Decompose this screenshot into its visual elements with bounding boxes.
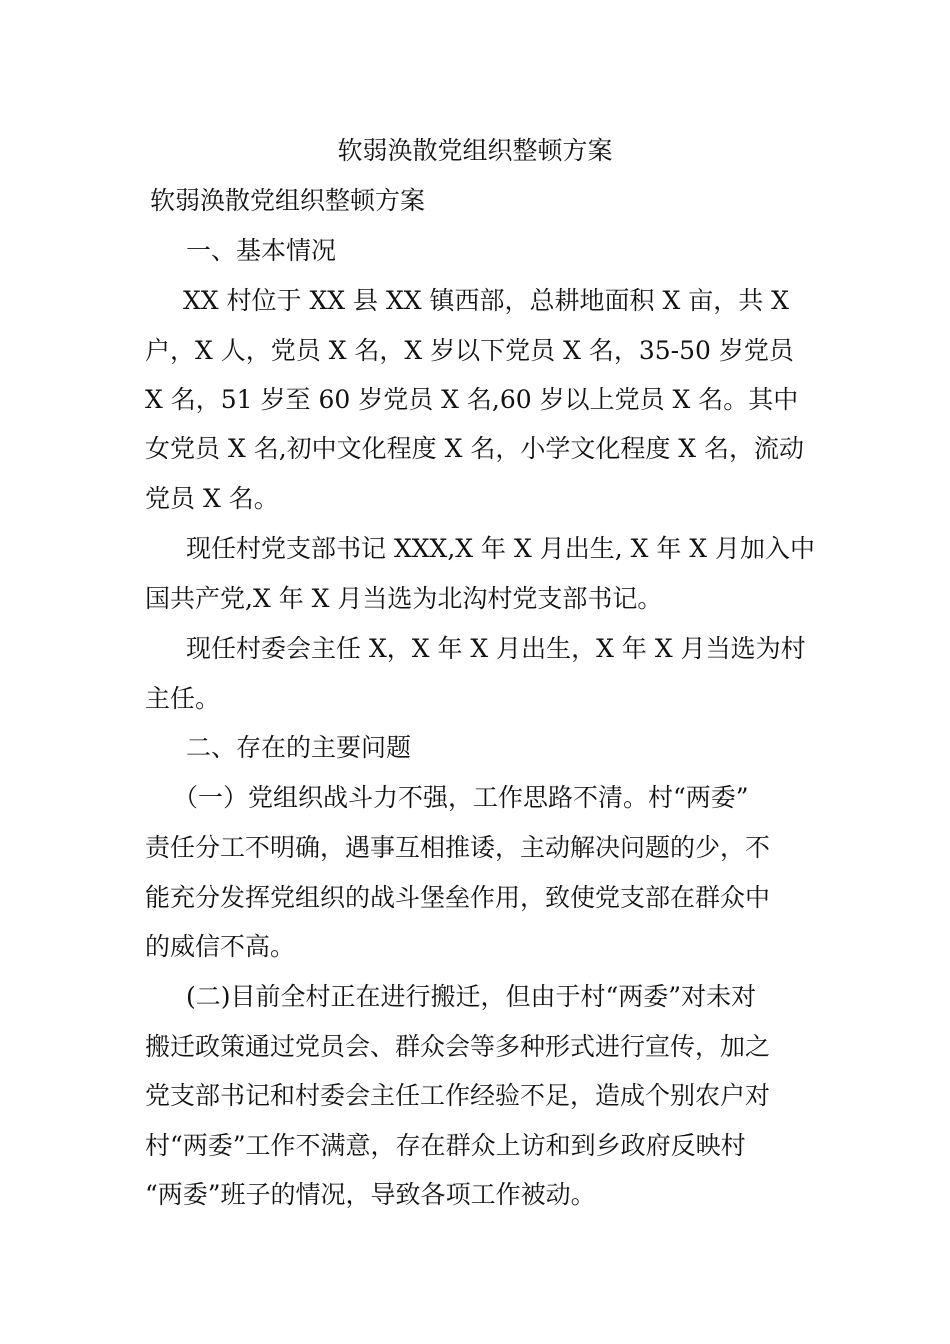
- paragraph-line: 村“两委”工作不满意，存在群众上访和到乡政府反映村: [145, 1131, 746, 1160]
- paragraph-line: XX 村位于 XX 县 XX 镇西部，总耕地面积 X 亩，共 X: [183, 286, 789, 315]
- section-heading-main-problems: 二、存在的主要问题: [186, 733, 412, 762]
- paragraph-line: X 名，51 岁至 60 岁党员 X 名,60 岁以上党员 X 名。其中: [145, 385, 799, 414]
- paragraph-line: 党员 X 名。: [145, 484, 279, 513]
- paragraph-line: 党支部书记和村委会主任工作经验不足，造成个别农户对: [145, 1081, 771, 1110]
- paragraph-line: 女党员 X 名,初中文化程度 X 名，小学文化程度 X 名，流动: [145, 434, 805, 463]
- paragraph-line: 能充分发挥党组织的战斗堡垒作用，致使党支部在群众中: [145, 883, 771, 912]
- paragraph-line: （一）党组织战斗力不强，工作思路不清。村“两委”: [173, 783, 749, 812]
- page-title: 软弱涣散党组织整顿方案: [337, 136, 613, 165]
- paragraph-line: 现任村委会主任 X，X 年 X 月出生，X 年 X 月当选为村: [186, 634, 806, 663]
- paragraph-line: (二)目前全村正在进行搬迁，但由于村“两委”对未对: [186, 982, 757, 1011]
- section-heading-basic-info: 一、基本情况: [186, 236, 337, 265]
- paragraph-line: 国共产党,X 年 X 月当选为北沟村党支部书记。: [145, 584, 663, 613]
- paragraph-line: 主任。: [145, 684, 221, 713]
- paragraph-line: “两委”班子的情况，导致各项工作被动。: [145, 1180, 596, 1209]
- paragraph-line: 的威信不高。: [145, 932, 296, 961]
- paragraph-line: 现任村党支部书记 XXX,X 年 X 月出生, X 年 X 月加入中: [186, 534, 816, 563]
- document-subtitle: 软弱涣散党组织整顿方案: [150, 186, 426, 215]
- paragraph-line: 搬迁政策通过党员会、群众会等多种形式进行宣传，加之: [145, 1032, 771, 1061]
- paragraph-line: 户，X 人，党员 X 名，X 岁以下党员 X 名，35-50 岁党员: [145, 336, 794, 365]
- paragraph-line: 责任分工不明确，遇事互相推诿，主动解决问题的少，不: [145, 833, 771, 862]
